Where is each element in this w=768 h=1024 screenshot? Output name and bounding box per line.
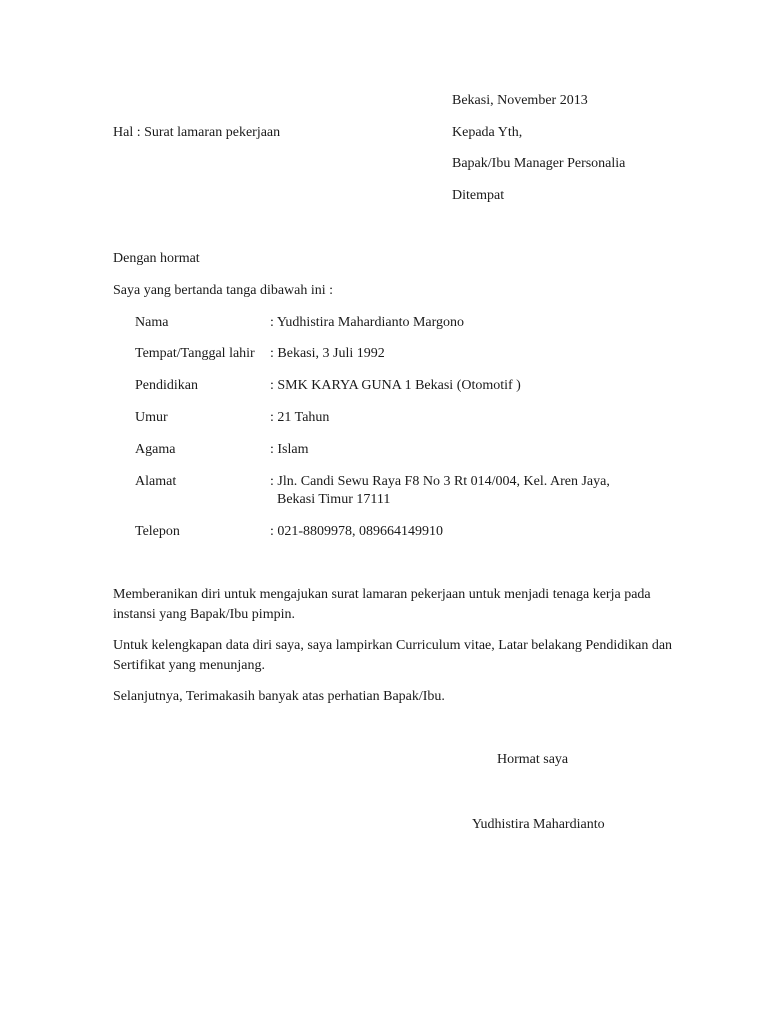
recipient-line-3: Ditempat — [452, 188, 505, 203]
body-paragraph-3-line-1: Selanjutnya, Terimakasih banyak atas perhatian Bapak/Ibu. — [113, 689, 445, 704]
detail-label-pendidikan: Pendidikan — [135, 378, 198, 393]
body-paragraph-1 — [113, 585, 673, 625]
recipient-line-1: Kepada Yth, — [452, 125, 523, 140]
closing: Hormat saya — [497, 752, 569, 767]
body-paragraph-2 — [113, 636, 673, 676]
place-date: Bekasi, November 2013 — [452, 93, 588, 108]
salutation: Dengan hormat — [113, 251, 200, 266]
signer-name: Yudhistira Mahardianto — [472, 817, 605, 832]
detail-value-pendidikan: : SMK KARYA GUNA 1 Bekasi (Otomotif ) — [270, 378, 521, 393]
detail-value-alamat: : Jln. Candi Sewu Raya F8 No 3 Rt 014/004, Kel. Aren Jaya, — [270, 474, 610, 489]
detail-value-umur: : 21 Tahun — [270, 410, 330, 425]
detail-label-alamat: Alamat — [135, 474, 177, 489]
detail-value-nama: : Yudhistira Mahardianto Margono — [270, 315, 465, 330]
body-paragraph-1-line-2: instansi yang Bapak/Ibu pimpin. — [113, 607, 295, 622]
body-paragraph-2-line-2: Sertifikat yang menunjang. — [113, 658, 266, 673]
body-paragraph-3 — [113, 687, 673, 707]
detail-value-tempat-tanggal-lahir: : Bekasi, 3 Juli 1992 — [270, 346, 385, 361]
detail-label-agama: Agama — [135, 442, 176, 457]
detail-value-telepon: : 021-8809978, 089664149910 — [270, 524, 444, 539]
detail-label-tempat-tanggal-lahir: Tempat/Tanggal lahir — [135, 346, 255, 361]
recipient-line-2: Bapak/Ibu Manager Personalia — [452, 156, 626, 171]
intro-line: Saya yang bertanda tanga dibawah ini : — [113, 283, 334, 298]
detail-label-umur: Umur — [135, 410, 168, 425]
body-paragraph-1-line-1: Memberanikan diri untuk mengajukan surat lamaran pekerjaan untuk menjadi tenaga kerja pada — [113, 587, 651, 602]
subject-line: Hal : Surat lamaran pekerjaan — [113, 125, 281, 140]
detail-label-nama: Nama — [135, 315, 169, 330]
detail-label-telepon: Telepon — [135, 524, 180, 539]
detail-value-alamat-line-2: Bekasi Timur 17111 — [277, 492, 391, 507]
body-paragraph-2-line-1: Untuk kelengkapan data diri saya, saya lampirkan Curriculum vitae, Latar belakang Pendidikan dan — [113, 638, 673, 653]
detail-value-agama: : Islam — [270, 442, 309, 457]
